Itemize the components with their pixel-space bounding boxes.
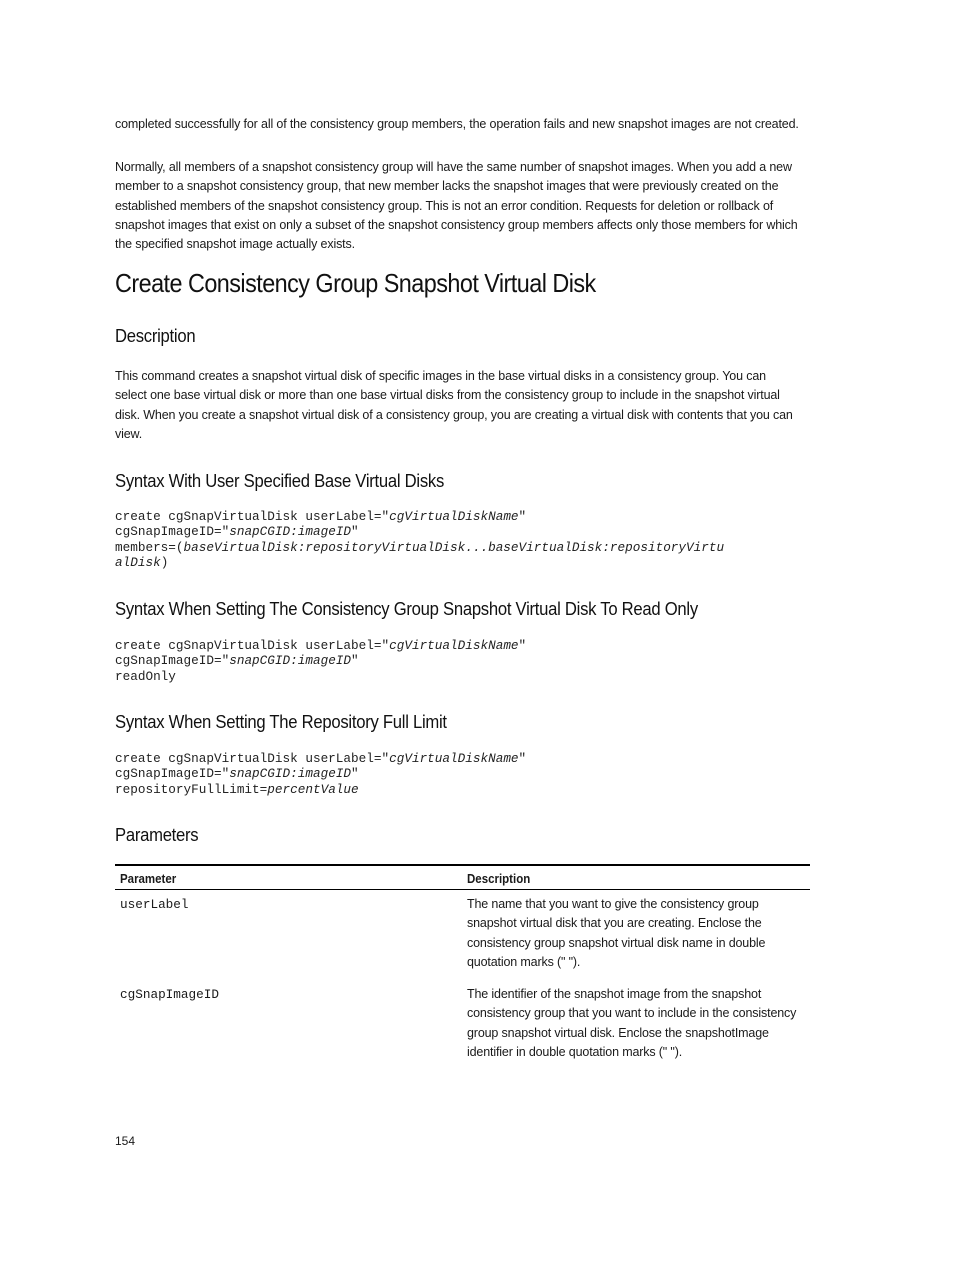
intro-paragraph-2: Normally, all members of a snapshot consistency group will have the same number of snapshot images. When you add a new member to a snapshot consistency group, that new member lacks the snapshot images that were previously created on the established members of the snapshot consistency group. This is not an error condition. Requests for deletion or rollback of snapshot images that exist on only a subset of the snapshot consistency group members affects only those members for which the specified snapshot image actually exists. — [115, 160, 798, 252]
column-header-description: Description — [462, 865, 810, 890]
column-header-parameter: Parameter — [115, 865, 462, 890]
parameter-name: cgSnapImageID — [120, 987, 219, 1003]
parameter-name: userLabel — [120, 897, 189, 912]
page-number: 154 — [115, 1134, 136, 1148]
intro-paragraph-1: completed successfully for all of the consistency group members, the operation fails and new snapshot images are not created. — [115, 117, 799, 131]
syntax-repository-limit-heading: Syntax When Setting The Repository Full Limit — [115, 711, 447, 732]
parameters-header-row — [115, 865, 810, 890]
table-row — [115, 890, 810, 981]
syntax-repository-limit-code: create cgSnapVirtualDisk userLabel="cgVirtualDiskName" cgSnapImageID="snapCGID:imageID" repositoryFullLimit=percentValue — [115, 751, 527, 797]
syntax-read-only-code: create cgSnapVirtualDisk userLabel="cgVirtualDiskName" cgSnapImageID="snapCGID:imageID" readOnly — [115, 638, 527, 684]
parameters-table — [115, 864, 810, 1070]
page-title: Create Consistency Group Snapshot Virtual Disk — [115, 268, 596, 298]
syntax-read-only-heading: Syntax When Setting The Consistency Group Snapshot Virtual Disk To Read Only — [115, 598, 698, 619]
syntax-user-specified-code: create cgSnapVirtualDisk userLabel="cgVirtualDiskName" cgSnapImageID="snapCGID:imageID" members=(baseVirtualDisk:repositoryVirtualDisk...baseVirtualDisk:repositoryVirtu alDisk) — [115, 509, 725, 571]
table-row — [115, 980, 810, 1070]
description-heading: Description — [115, 325, 196, 346]
syntax-user-specified-heading: Syntax With User Specified Base Virtual Disks — [115, 470, 445, 491]
description-text: This command creates a snapshot virtual disk of specific images in the base virtual disks in a consistency group. You can select one base virtual disk or more than one base virtual disks from the consistency group to include in the snapshot virtual disk. When you create a snapshot virtual disk of a consistency group, you are creating a virtual disk with contents that you can view. — [115, 369, 793, 441]
parameters-heading: Parameters — [115, 824, 199, 845]
parameter-description: The identifier of the snapshot image from the snapshot consistency group that you want to include in the consistency group snapshot virtual disk. Enclose the snapshotImage identifier in double quotation marks (" "). — [467, 987, 797, 1060]
parameter-description: The name that you want to give the consistency group snapshot virtual disk that you are creating. Enclose the consistency group snapshot virtual disk name in double quotation marks (" "). — [467, 897, 766, 969]
